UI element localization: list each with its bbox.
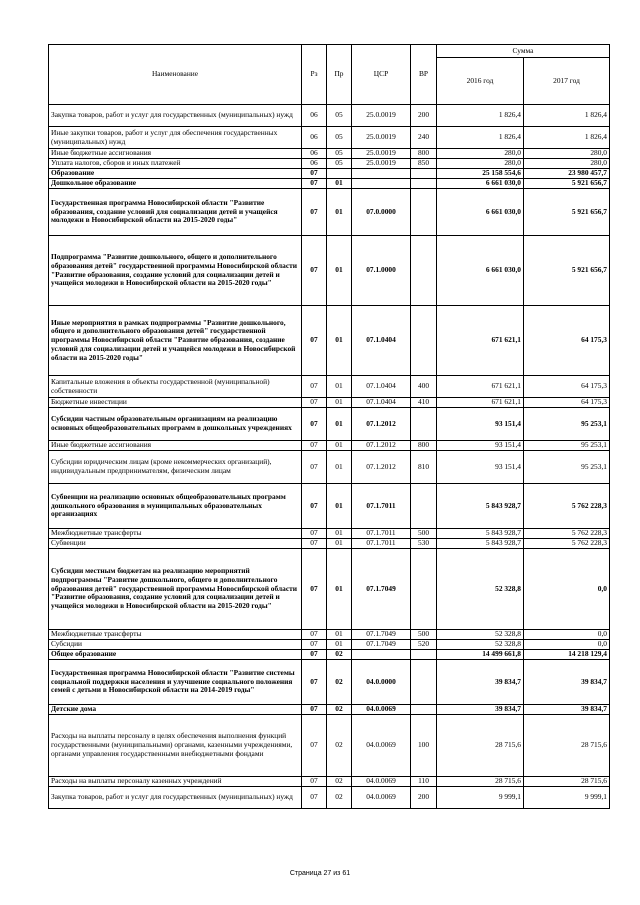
row-csr: 07.1.7011 (352, 529, 411, 539)
row-vr: 800 (411, 441, 437, 451)
row-name: Государственная программа Новосибирской области "Развитие системы социальной поддержки населения и улучшение социального положения семей с детьми в Новосибирской области на 2014-2019 годы" (49, 660, 302, 705)
row-csr: 04.0.0069 (352, 705, 411, 715)
row-sum-2017: 95 253,1 (524, 441, 610, 451)
row-pr: 05 (327, 149, 352, 159)
row-rz: 07 (302, 236, 327, 306)
table-row (49, 149, 610, 159)
row-csr: 25.0.0019 (352, 127, 411, 149)
row-vr (411, 650, 437, 660)
row-csr: 07.1.2012 (352, 408, 411, 441)
row-vr: 110 (411, 777, 437, 787)
header-csr: ЦСР (352, 45, 411, 105)
row-vr (411, 484, 437, 529)
row-sum-2017: 64 175,3 (524, 306, 610, 376)
row-csr: 07.1.0404 (352, 398, 411, 408)
row-pr: 01 (327, 484, 352, 529)
row-name: Субсидии местным бюджетам на реализацию мероприятий подпрограммы "Развитие дошкольного, общего и дополнительного образования детей" государственной программы Новосибирской области "Развитие образования, создание условий для социализации детей и учащейся молодежи в Новосибирской области на 2015-2020 годы" (49, 549, 302, 630)
row-pr: 01 (327, 451, 352, 484)
row-sum-2016: 93 151,4 (437, 408, 524, 441)
table-row (49, 189, 610, 236)
row-csr: 07.1.7011 (352, 484, 411, 529)
row-sum-2016: 52 328,8 (437, 640, 524, 650)
row-rz: 07 (302, 529, 327, 539)
row-sum-2016: 280,0 (437, 159, 524, 169)
row-sum-2016: 28 715,6 (437, 715, 524, 777)
row-pr: 01 (327, 189, 352, 236)
row-rz: 07 (302, 777, 327, 787)
row-sum-2016: 52 328,8 (437, 549, 524, 630)
row-sum-2016: 6 661 030,0 (437, 189, 524, 236)
row-vr (411, 660, 437, 705)
row-sum-2017: 1 826,4 (524, 127, 610, 149)
header-pr: Пр (327, 45, 352, 105)
row-name: Образование (49, 169, 302, 179)
row-sum-2016: 671 621,1 (437, 376, 524, 398)
row-pr: 05 (327, 105, 352, 127)
row-sum-2016: 39 834,7 (437, 705, 524, 715)
row-rz: 06 (302, 127, 327, 149)
row-rz: 07 (302, 705, 327, 715)
row-rz: 07 (302, 189, 327, 236)
row-sum-2017: 0,0 (524, 549, 610, 630)
row-name: Закупка товаров, работ и услуг для государственных (муниципальных) нужд (49, 787, 302, 809)
table-row (49, 306, 610, 376)
row-name: Подпрограмма "Развитие дошкольного, общего и дополнительного образования детей" государственной программы Новосибирской области "Развитие образования, создание условий для социализации детей и учащейся молодежи в Новосибирской области на 2015-2020 годы" (49, 236, 302, 306)
row-csr: 07.1.0404 (352, 306, 411, 376)
row-vr: 850 (411, 159, 437, 169)
row-rz: 07 (302, 715, 327, 777)
row-vr (411, 179, 437, 189)
row-pr: 01 (327, 549, 352, 630)
row-name: Расходы на выплаты персоналу в целях обеспечения выполнения функций государственными (муниципальными) органами, казенными учреждениями, органами управления государственными внебюджетными фондами (49, 715, 302, 777)
row-rz: 07 (302, 179, 327, 189)
row-sum-2017: 5 762 228,3 (524, 539, 610, 549)
row-pr: 01 (327, 441, 352, 451)
row-csr: 07.1.2012 (352, 441, 411, 451)
row-rz: 07 (302, 398, 327, 408)
row-csr: 07.1.0000 (352, 236, 411, 306)
row-pr: 01 (327, 640, 352, 650)
header-name: Наименование (49, 45, 302, 105)
header-2017: 2017 год (524, 58, 610, 105)
table-header (49, 45, 610, 105)
row-pr: 01 (327, 539, 352, 549)
row-csr: 25.0.0019 (352, 105, 411, 127)
row-rz: 07 (302, 169, 327, 179)
row-rz: 07 (302, 376, 327, 398)
table-row (49, 715, 610, 777)
row-pr: 05 (327, 127, 352, 149)
header-sum: Сумма (437, 45, 610, 58)
row-csr: 07.1.0404 (352, 376, 411, 398)
row-csr: 07.1.7049 (352, 630, 411, 640)
row-name: Уплата налогов, сборов и иных платежей (49, 159, 302, 169)
table-row (49, 777, 610, 787)
row-pr: 02 (327, 705, 352, 715)
row-rz: 07 (302, 408, 327, 441)
row-name: Субсидии юридическим лицам (кроме некоммерческих организаций), индивидуальным предпринимателям, физическим лицам (49, 451, 302, 484)
table-row (49, 705, 610, 715)
row-name: Государственная программа Новосибирской области "Развитие образования, создание условий для социализации детей и учащейся молодежи в Новосибирской области на 2015-2020 годы" (49, 189, 302, 236)
table-row (49, 376, 610, 398)
table-row (49, 179, 610, 189)
row-sum-2016: 93 151,4 (437, 441, 524, 451)
row-vr (411, 189, 437, 236)
row-vr: 200 (411, 787, 437, 809)
row-csr: 04.0.0069 (352, 777, 411, 787)
row-sum-2016: 671 621,1 (437, 306, 524, 376)
row-csr: 04.0.0069 (352, 715, 411, 777)
table-row (49, 529, 610, 539)
row-name: Иные закупки товаров, работ и услуг для обеспечения государственных (муниципальных) нужд (49, 127, 302, 149)
row-sum-2016: 52 328,8 (437, 630, 524, 640)
header-vr: ВР (411, 45, 437, 105)
table-row (49, 650, 610, 660)
table-row (49, 451, 610, 484)
row-rz: 06 (302, 149, 327, 159)
row-vr (411, 236, 437, 306)
table-row (49, 169, 610, 179)
row-csr (352, 179, 411, 189)
row-sum-2016: 6 661 030,0 (437, 236, 524, 306)
table-row (49, 484, 610, 529)
row-pr: 01 (327, 179, 352, 189)
row-csr: 04.0.0069 (352, 787, 411, 809)
row-sum-2016: 14 499 661,8 (437, 650, 524, 660)
row-name: Субсидии (49, 640, 302, 650)
row-vr: 400 (411, 376, 437, 398)
row-sum-2017: 95 253,1 (524, 408, 610, 441)
row-pr: 02 (327, 660, 352, 705)
row-sum-2016: 5 843 928,7 (437, 539, 524, 549)
row-vr: 530 (411, 539, 437, 549)
row-csr: 07.1.7011 (352, 539, 411, 549)
table-row (49, 105, 610, 127)
row-csr: 07.0.0000 (352, 189, 411, 236)
row-rz: 07 (302, 484, 327, 529)
table-row (49, 408, 610, 441)
row-vr: 810 (411, 451, 437, 484)
row-sum-2017: 5 762 228,3 (524, 529, 610, 539)
row-rz: 07 (302, 539, 327, 549)
header-rz: Рз (302, 45, 327, 105)
row-name: Детские дома (49, 705, 302, 715)
row-name: Дошкольное образование (49, 179, 302, 189)
row-vr (411, 306, 437, 376)
table-row (49, 630, 610, 640)
row-name: Иные бюджетные ассигнования (49, 441, 302, 451)
row-sum-2017: 5 762 228,3 (524, 484, 610, 529)
row-sum-2016: 1 826,4 (437, 105, 524, 127)
row-sum-2017: 39 834,7 (524, 660, 610, 705)
row-sum-2017: 39 834,7 (524, 705, 610, 715)
row-sum-2016: 280,0 (437, 149, 524, 159)
row-sum-2016: 1 826,4 (437, 127, 524, 149)
row-csr: 25.0.0019 (352, 159, 411, 169)
row-sum-2016: 6 661 030,0 (437, 179, 524, 189)
row-pr: 05 (327, 159, 352, 169)
row-vr (411, 549, 437, 630)
row-name: Капитальные вложения в объекты государственной (муниципальной) собственности (49, 376, 302, 398)
row-sum-2017: 5 921 656,7 (524, 189, 610, 236)
row-vr: 500 (411, 630, 437, 640)
header-2016: 2016 год (437, 58, 524, 105)
row-vr (411, 408, 437, 441)
row-name: Общее образование (49, 650, 302, 660)
row-sum-2017: 1 826,4 (524, 105, 610, 127)
table-row (49, 159, 610, 169)
row-pr: 01 (327, 529, 352, 539)
row-name: Субвенции (49, 539, 302, 549)
row-rz: 07 (302, 630, 327, 640)
row-pr: 02 (327, 650, 352, 660)
row-rz: 07 (302, 441, 327, 451)
row-pr: 01 (327, 306, 352, 376)
row-sum-2017: 5 921 656,7 (524, 236, 610, 306)
row-rz: 06 (302, 105, 327, 127)
row-vr: 200 (411, 105, 437, 127)
row-vr: 100 (411, 715, 437, 777)
row-rz: 06 (302, 159, 327, 169)
row-csr: 07.1.7049 (352, 640, 411, 650)
row-sum-2017: 0,0 (524, 640, 610, 650)
page-footer: Страница 27 из 61 (289, 870, 351, 877)
row-name: Субвенции на реализацию основных общеобразовательных программ дошкольного образования в муниципальных образовательных организациях (49, 484, 302, 529)
row-sum-2016: 93 151,4 (437, 451, 524, 484)
row-rz: 07 (302, 787, 327, 809)
row-pr: 02 (327, 787, 352, 809)
row-sum-2017: 280,0 (524, 149, 610, 159)
row-sum-2017: 23 980 457,7 (524, 169, 610, 179)
row-vr: 520 (411, 640, 437, 650)
row-sum-2017: 14 218 129,4 (524, 650, 610, 660)
table-row (49, 660, 610, 705)
table-row (49, 787, 610, 809)
row-csr: 07.1.2012 (352, 451, 411, 484)
table-row (49, 127, 610, 149)
row-sum-2017: 280,0 (524, 159, 610, 169)
row-name: Межбюджетные трансферты (49, 529, 302, 539)
table-row (49, 549, 610, 630)
row-vr: 240 (411, 127, 437, 149)
row-sum-2016: 9 999,1 (437, 787, 524, 809)
row-name: Межбюджетные трансферты (49, 630, 302, 640)
row-rz: 07 (302, 549, 327, 630)
row-csr: 04.0.0000 (352, 660, 411, 705)
row-sum-2016: 25 158 554,6 (437, 169, 524, 179)
table-row (49, 640, 610, 650)
row-pr: 02 (327, 715, 352, 777)
row-sum-2016: 5 843 928,7 (437, 529, 524, 539)
row-vr: 500 (411, 529, 437, 539)
row-name: Иные мероприятия в рамках подпрограммы "Развитие дошкольного, общего и дополнительного образования детей" государственной программы Новосибирской области "Развитие образования, создание условий для социализации детей и учащейся молодежи в Новосибирской области на 2015-2020 годы" (49, 306, 302, 376)
row-rz: 07 (302, 640, 327, 650)
row-vr (411, 169, 437, 179)
row-sum-2017: 64 175,3 (524, 398, 610, 408)
row-pr: 01 (327, 376, 352, 398)
row-pr: 01 (327, 630, 352, 640)
row-name: Закупка товаров, работ и услуг для государственных (муниципальных) нужд (49, 105, 302, 127)
row-sum-2017: 95 253,1 (524, 451, 610, 484)
row-csr: 07.1.7049 (352, 549, 411, 630)
row-name: Иные бюджетные ассигнования (49, 149, 302, 159)
row-pr: 01 (327, 398, 352, 408)
row-name: Расходы на выплаты персоналу казенных учреждений (49, 777, 302, 787)
row-sum-2016: 39 834,7 (437, 660, 524, 705)
row-sum-2017: 28 715,6 (524, 715, 610, 777)
row-csr (352, 650, 411, 660)
row-rz: 07 (302, 451, 327, 484)
row-pr: 01 (327, 236, 352, 306)
row-vr: 410 (411, 398, 437, 408)
table-row (49, 441, 610, 451)
row-rz: 07 (302, 660, 327, 705)
row-rz: 07 (302, 306, 327, 376)
row-sum-2017: 0,0 (524, 630, 610, 640)
row-name: Субсидии частным образовательным организациям на реализацию основных общеобразовательных программ в дошкольных учреждениях (49, 408, 302, 441)
row-vr: 800 (411, 149, 437, 159)
row-sum-2016: 5 843 928,7 (437, 484, 524, 529)
row-sum-2017: 5 921 656,7 (524, 179, 610, 189)
row-rz: 07 (302, 650, 327, 660)
row-sum-2016: 671 621,1 (437, 398, 524, 408)
row-csr (352, 169, 411, 179)
row-pr: 02 (327, 777, 352, 787)
row-vr (411, 705, 437, 715)
row-sum-2017: 64 175,3 (524, 376, 610, 398)
table-row (49, 539, 610, 549)
row-sum-2016: 28 715,6 (437, 777, 524, 787)
table-row (49, 236, 610, 306)
row-sum-2017: 9 999,1 (524, 787, 610, 809)
row-name: Бюджетные инвестиции (49, 398, 302, 408)
row-sum-2017: 28 715,6 (524, 777, 610, 787)
row-csr: 25.0.0019 (352, 149, 411, 159)
budget-table (48, 44, 610, 809)
table-body (49, 105, 610, 809)
row-pr (327, 169, 352, 179)
table-row (49, 398, 610, 408)
row-pr: 01 (327, 408, 352, 441)
